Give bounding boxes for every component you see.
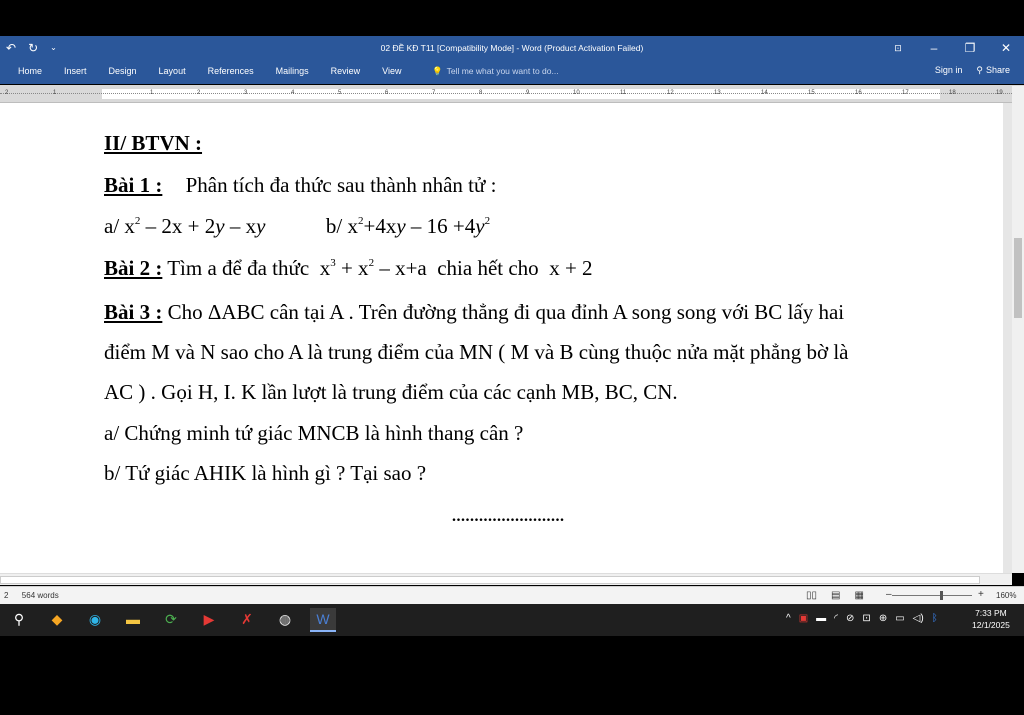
ruler-label: 9 (526, 90, 530, 96)
tray-app-icon[interactable]: ⊡ (862, 613, 871, 624)
bai3-line3: AC ) . Gọi H, I. K lần lượt là trung điểm của các cạnh MB, BC, CN. (104, 380, 678, 404)
bottom-black-border (0, 636, 1024, 715)
horizontal-ruler[interactable] (0, 85, 1024, 103)
ruler-label: 7 (432, 90, 436, 96)
windows-taskbar (0, 604, 1024, 636)
zoom-level[interactable]: 160% (996, 591, 1017, 600)
bai3-line1 (104, 300, 844, 325)
system-tray (786, 613, 938, 624)
customize-toolbar-icon[interactable]: ⌄ (50, 43, 57, 52)
ruler-label: 11 (620, 90, 627, 96)
language-icon[interactable]: ⊕ (878, 613, 888, 624)
bai3-text-line1: Cho ΔABC cân tại A . Trên đường thẳng đi qua đỉnh A song song với BC lấy hai (167, 300, 845, 324)
end-dotted-line: ......................... (452, 508, 565, 525)
ribbon-tabs (0, 60, 1024, 84)
tab-insert[interactable]: Insert (64, 66, 87, 76)
ruler-label: 12 (667, 90, 674, 96)
ruler-label: 10 (573, 90, 580, 96)
horizontal-scroll-thumb[interactable] (0, 576, 980, 584)
tab-layout[interactable]: Layout (158, 66, 186, 76)
battery-icon[interactable]: ▭ (895, 613, 905, 624)
tell-me-box[interactable] (432, 66, 559, 77)
read-mode-icon[interactable]: ▯▯ (806, 590, 818, 601)
ruler-label: 16 (855, 90, 862, 96)
bai1-a-label: a/ (104, 214, 120, 238)
network-icon[interactable]: ◜ (834, 613, 839, 624)
chrome-icon[interactable]: ◍ (278, 610, 292, 627)
tab-view[interactable]: View (382, 66, 402, 76)
ruler-label: 14 (761, 90, 768, 96)
section-heading (104, 131, 202, 156)
clock-time: 7:33 PM (975, 608, 1007, 618)
green-app-icon[interactable]: ⟳ (165, 610, 177, 627)
ruler-label: 17 (902, 90, 909, 96)
chevron-up-icon[interactable]: ^ (786, 613, 791, 624)
ruler-label: 4 (291, 90, 295, 96)
bai3-question-a: a/ Chứng minh tứ giác MNCB là hình thang cân ? (104, 421, 524, 445)
bai1-line (104, 173, 496, 198)
bai2-text: Tìm a để đa thức (167, 256, 310, 280)
search-icon[interactable]: ⚲ (13, 610, 25, 627)
share-button[interactable] (976, 65, 1010, 76)
title-bar (0, 36, 1024, 60)
sign-in-link[interactable]: Sign in (934, 65, 963, 75)
file-explorer-icon[interactable]: ▬ (126, 611, 140, 627)
edge-browser-icon[interactable]: ◉ (88, 610, 102, 627)
bai1-label: Bài 1 : (104, 173, 163, 197)
bai3-line2: điểm M và N sao cho A là trung điểm của MN ( M và B cùng thuộc nửa mặt phẳng bờ là (104, 340, 849, 364)
youtube-icon[interactable]: ▶ (203, 610, 215, 627)
ruler-label: 19 (996, 90, 1003, 96)
print-layout-icon[interactable]: ▤ (831, 590, 841, 601)
horizontal-scrollbar[interactable] (0, 573, 1012, 585)
bai3-question-b: b/ Tứ giác AHIK là hình gì ? Tại sao ? (104, 461, 427, 485)
tab-home[interactable]: Home (18, 66, 43, 76)
tab-mailings[interactable]: Mailings (275, 66, 309, 76)
bai1-a-expression: $x^2 - 2x + 2y$ – xy (124, 214, 266, 238)
ruler-label: 18 (949, 90, 956, 96)
heading-text: II/ BTVN : (104, 131, 203, 155)
zoom-slider-thumb[interactable] (940, 591, 943, 600)
ruler-label: 1 (150, 90, 154, 96)
top-black-border (0, 0, 1024, 36)
ruler-label: 15 (808, 90, 815, 96)
share-label: Share (985, 65, 1010, 75)
vertical-scroll-thumb[interactable] (1014, 238, 1022, 318)
tab-references[interactable]: References (207, 66, 254, 76)
zoom-slider[interactable] (892, 595, 972, 596)
bai3-label: Bài 3 : (104, 300, 163, 324)
bai2-label: Bài 2 : (104, 256, 163, 280)
zoom-in-icon[interactable]: + (978, 589, 984, 600)
word-count: 564 words (21, 591, 59, 600)
ruler-label: 5 (338, 90, 342, 96)
red-app-icon[interactable]: ✗ (241, 610, 253, 627)
status-page-words[interactable] (4, 591, 59, 600)
vertical-scrollbar[interactable] (1012, 86, 1024, 573)
document-area (0, 103, 1012, 573)
bluetooth-icon[interactable]: ᛒ (931, 613, 938, 624)
window-title: 02 ĐỀ KĐ T11 [Compatibility Mode] - Word (Product Activation Failed) (380, 43, 644, 53)
ribbon-display-options-icon[interactable]: ⊡ (894, 43, 902, 53)
ruler-label: 3 (244, 90, 248, 96)
bai2-polynomial: $x^3 + x^2 - x+a$ (314, 256, 432, 280)
word-app-icon[interactable]: W (310, 608, 336, 632)
ruler-label: 13 (714, 90, 721, 96)
ruler-label: 1 (53, 90, 57, 96)
minimize-button[interactable]: – (930, 41, 938, 55)
bai1-b-expression: $x^2+4xy - 16 +4y^2$ (347, 214, 491, 238)
zoom-out-icon[interactable]: – (886, 589, 892, 600)
bai2-line (104, 256, 593, 281)
copilot-icon[interactable]: ◆ (51, 610, 63, 627)
bai1-expressions (104, 214, 490, 239)
volume-icon[interactable]: ◁) (912, 613, 924, 624)
close-button[interactable]: ✕ (1000, 41, 1012, 55)
web-layout-icon[interactable]: ▦ (854, 590, 864, 601)
tell-me-placeholder: Tell me what you want to do... (446, 66, 559, 76)
bai2-divisor: x + 2 (543, 256, 593, 280)
bai1-b-label: b/ (325, 214, 343, 238)
bai1-text: Phân tích đa thức sau thành nhân tử : (185, 173, 497, 197)
clock-date: 12/1/2025 (972, 620, 1010, 630)
ruler-label: 2 (5, 90, 9, 96)
status-bar (0, 586, 1024, 604)
document-page[interactable] (0, 103, 1003, 573)
bai2-text2: chia hết cho (437, 256, 539, 280)
system-clock[interactable] (972, 607, 1010, 631)
page-number: 2 (4, 591, 9, 600)
restore-button[interactable]: ❐ (964, 41, 976, 55)
redo-icon[interactable]: ↻ (28, 41, 39, 55)
lightbulb-icon: 💡 (432, 66, 443, 76)
tray-app-icon[interactable]: ▬ (816, 613, 827, 624)
undo-icon[interactable]: ↶ (6, 41, 17, 55)
ruler-label: 6 (385, 90, 389, 96)
tab-review[interactable]: Review (330, 66, 361, 76)
person-icon: ⚲ (976, 65, 983, 75)
ruler-label: 8 (479, 90, 483, 96)
tab-design[interactable]: Design (108, 66, 137, 76)
ruler-label: 2 (197, 90, 201, 96)
ruler-ticks (0, 93, 1024, 94)
antivirus-icon[interactable]: ▣ (798, 613, 809, 624)
tray-app-icon[interactable]: ⊘ (846, 613, 855, 624)
